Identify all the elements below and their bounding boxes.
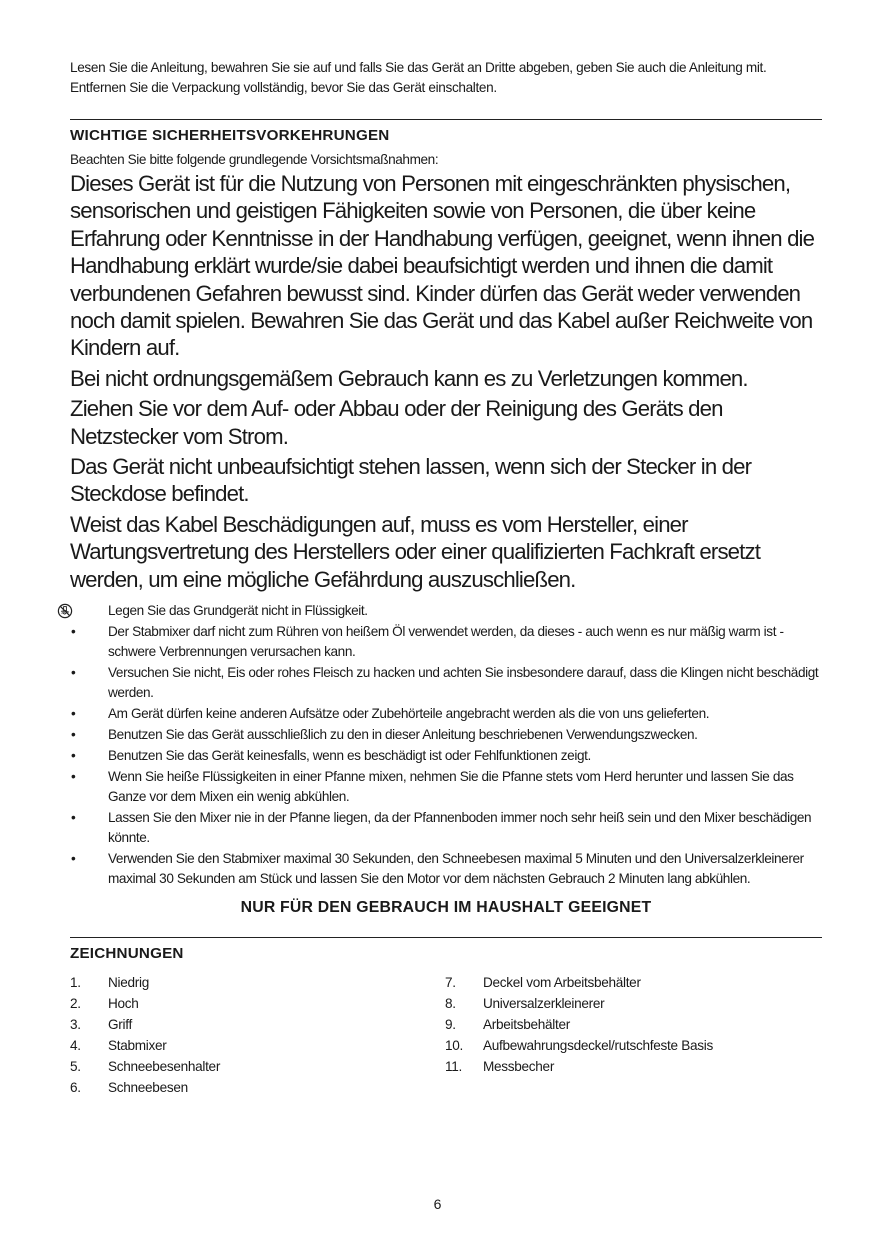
list-item-text: Versuchen Sie nicht, Eis oder rohes Fleisch zu hacken und achten Sie insbesondere darauf, dass die Klingen nicht beschädigt werden.	[108, 665, 819, 701]
bullet-marker: •	[71, 727, 76, 743]
list-item	[70, 1014, 445, 1035]
list-item-text: Lassen Sie den Mixer nie in der Pfanne liegen, da der Pfannenboden immer noch sehr heiß sein und den Mixer beschädigen könnte.	[108, 810, 812, 846]
item-label: Arbeitsbehälter	[483, 1017, 570, 1033]
list-item	[70, 1056, 445, 1077]
section-divider	[70, 937, 822, 938]
list-item	[70, 972, 445, 993]
item-number: 3.	[70, 1017, 81, 1033]
list-item-text: Benutzen Sie das Gerät ausschließlich zu den in dieser Anleitung beschriebenen Verwendungszwecken.	[108, 727, 698, 743]
list-item	[70, 1035, 445, 1056]
list-item	[70, 725, 822, 745]
item-label: Universalzerkleinerer	[483, 996, 605, 1012]
item-number: 8.	[445, 996, 456, 1012]
drawings-list-right	[445, 972, 822, 1098]
manual-page	[70, 58, 822, 1098]
list-item	[70, 849, 822, 889]
safety-lead: Beachten Sie bitte folgende grundlegende Vorsichtsmaßnahmen:	[70, 152, 439, 167]
safety-paragraph: Bei nicht ordnungsgemäßem Gebrauch kann es zu Verletzungen kommen.	[70, 365, 748, 391]
list-item	[70, 993, 445, 1014]
item-label: Hoch	[108, 996, 139, 1012]
bullet-marker: •	[71, 706, 76, 722]
list-item-text: Benutzen Sie das Gerät keinesfalls, wenn es beschädigt ist oder Fehlfunktionen zeigt.	[108, 748, 591, 764]
drawings-legend	[70, 972, 822, 1098]
safety-paragraph: Das Gerät nicht unbeaufsichtigt stehen lassen, wenn sich der Stecker in der Steckdose befindet.	[70, 454, 752, 507]
list-item	[445, 972, 822, 993]
drawings-title: ZEICHNUNGEN	[70, 945, 184, 963]
list-item	[70, 1077, 445, 1098]
list-item	[445, 993, 822, 1014]
list-item	[70, 746, 822, 766]
list-item	[445, 1056, 822, 1077]
list-item-text: Verwenden Sie den Stabmixer maximal 30 Sekunden, den Schneebesen maximal 5 Minuten und den Universalzerkleinerer maximal 30 Sekunden am Stück und lassen Sie den Motor vor dem nächsten Gebrauch 2 Minuten lang abkühlen.	[108, 851, 804, 887]
item-label: Schneebesenhalter	[108, 1059, 221, 1075]
item-label: Griff	[108, 1017, 132, 1033]
safety-paragraph: Weist das Kabel Beschädigungen auf, muss es vom Hersteller, einer Wartungsvertretung des Herstellers oder einer qualifizierten Fachkraft ersetzt werden, um eine mögliche Gefährdung auszuschließen.	[70, 511, 761, 592]
item-label: Niedrig	[108, 975, 149, 991]
item-number: 7.	[445, 975, 456, 991]
item-number: 5.	[70, 1059, 81, 1075]
item-label: Stabmixer	[108, 1038, 167, 1054]
list-item	[445, 1014, 822, 1035]
page-number: 6	[433, 1196, 442, 1212]
list-item	[70, 663, 822, 703]
list-item-text: Der Stabmixer darf nicht zum Rühren von heißem Öl verwendet werden, da dieses - auch wenn es nur mäßig warm ist - schwere Verbrennungen verursachen kann.	[108, 624, 784, 660]
safety-bullet-list	[70, 601, 822, 889]
bullet-marker: •	[71, 769, 76, 785]
item-number: 4.	[70, 1038, 81, 1054]
list-item-text: Wenn Sie heiße Flüssigkeiten in einer Pfanne mixen, nehmen Sie die Pfanne stets vom Herd herunter und lassen Sie das Ganze vor dem Mixen ein wenig abkühlen.	[108, 769, 794, 805]
item-number: 10.	[445, 1038, 463, 1054]
list-item	[70, 601, 822, 621]
list-item	[445, 1035, 822, 1056]
item-number: 1.	[70, 975, 81, 991]
item-number: 6.	[70, 1080, 81, 1096]
drawings-list-left	[70, 972, 445, 1098]
item-label: Deckel vom Arbeitsbehälter	[483, 975, 641, 991]
item-label: Aufbewahrungsdeckel/rutschfeste Basis	[483, 1038, 713, 1054]
item-number: 2.	[70, 996, 81, 1012]
bullet-marker: •	[71, 624, 76, 640]
bullet-marker: •	[71, 810, 76, 826]
item-number: 9.	[445, 1017, 456, 1033]
item-number: 11.	[445, 1059, 462, 1075]
item-label: Schneebesen	[108, 1080, 188, 1096]
bullet-marker: •	[71, 665, 76, 681]
safety-paragraph: Dieses Gerät ist für die Nutzung von Personen mit eingeschränkten physischen, sensorischen und geistigen Fähigkeiten sowie von Personen, die über keine Erfahrung oder Kenntnisse in der Handhabung verfügen, geeignet, wenn ihnen die Handhabung erklärt wurde/sie dabei beaufsichtigt werden und ihnen die damit verbundenen Gefahren bewusst sind. Kinder dürfen das Gerät weder verwenden noch damit spielen. Bewahren Sie das Gerät und das Kabel außer Reichweite von Kindern auf.	[70, 171, 815, 361]
intro-text: Lesen Sie die Anleitung, bewahren Sie sie auf und falls Sie das Gerät an Dritte abgeben, geben Sie auch die Anleitung mit. Entfernen Sie die Verpackung vollständig, bevor Sie das Gerät einschalten.	[70, 60, 767, 95]
list-item-text: Legen Sie das Grundgerät nicht in Flüssigkeit.	[108, 603, 368, 619]
safety-paragraph: Ziehen Sie vor dem Auf- oder Abbau oder der Reinigung des Geräts den Netzstecker vom Strom.	[70, 396, 723, 449]
list-item	[70, 767, 822, 807]
bullet-marker: •	[71, 851, 76, 867]
list-item	[70, 704, 822, 724]
safety-large-paragraphs	[70, 170, 822, 593]
list-item	[70, 808, 822, 848]
safety-title: WICHTIGE SICHERHEITSVORKEHRUNGEN	[70, 127, 390, 144]
item-label: Messbecher	[483, 1059, 555, 1075]
list-item-text: Am Gerät dürfen keine anderen Aufsätze oder Zubehörteile angebracht werden als die von uns gelieferten.	[108, 706, 710, 722]
no-immersion-icon	[57, 603, 73, 619]
list-item	[70, 622, 822, 662]
household-note: NUR FÜR DEN GEBRAUCH IM HAUSHALT GEEIGNET	[240, 899, 652, 917]
bullet-marker: •	[71, 748, 76, 764]
section-divider	[70, 119, 822, 120]
